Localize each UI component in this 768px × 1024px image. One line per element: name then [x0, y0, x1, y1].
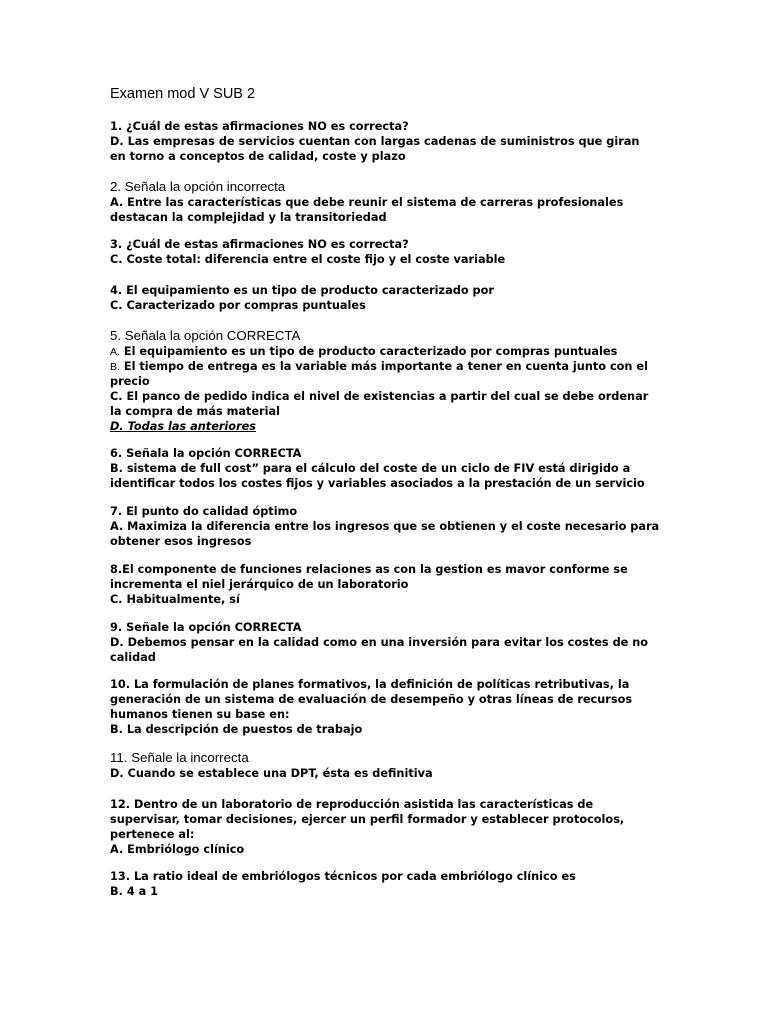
question-text: generación de un sistema de evaluación de desempeño y otras líneas de recursos: [110, 693, 633, 706]
question-text: 2. Señala la opción incorrecta: [110, 179, 286, 194]
answer-text: A. Embriólogo clínico: [110, 843, 245, 856]
answer-text: A. Entre las características que debe reunir el sistema de carreras profesionales: [110, 196, 624, 209]
answer-text: D. Las empresas de servicios cuentan con largas cadenas de suministros que giran: [110, 135, 640, 148]
question-4: [110, 283, 670, 313]
answer-text: destacan la complejidad y la transitoriedad: [110, 211, 387, 224]
question-text: supervisar, tomar decisiones, ejercer un perfil formador y establecer protocolos,: [110, 813, 625, 826]
option-prefix: A.: [110, 346, 120, 358]
question-text: 1. ¿Cuál de estas afirmaciones NO es correcta?: [110, 120, 409, 133]
option-text: El tiempo de entrega es la variable más importante a tener en cuenta junto con el: [119, 360, 648, 373]
question-text: 13. La ratio ideal de embriólogos técnicos por cada embriólogo clínico es: [110, 870, 576, 883]
answer-text: D. Cuando se establece una DPT, ésta es definitiva: [110, 767, 433, 780]
answer-text: C. Coste total: diferencia entre el coste fijo y el coste variable: [110, 253, 506, 266]
option-a: [110, 344, 670, 359]
answer-text: B. La descripción de puestos de trabajo: [110, 723, 363, 736]
question-text: 11. Señale la incorrecta: [110, 750, 249, 765]
answer-text: C. Caracterizado por compras puntuales: [110, 299, 366, 312]
option-b: [110, 359, 670, 374]
question-11: [110, 750, 670, 781]
answer-text: calidad: [110, 651, 156, 664]
answer-text: D. Debemos pensar en la calidad como en una inversión para evitar los costes de no: [110, 636, 649, 649]
question-7: [110, 504, 670, 549]
question-2: [110, 179, 670, 225]
option-text: El equipamiento es un tipo de producto caracterizado por compras puntuales: [119, 345, 618, 358]
question-13: [110, 869, 670, 899]
answer-text: en torno a conceptos de calidad, coste y plazo: [110, 150, 406, 163]
question-12: [110, 797, 670, 857]
question-10: [110, 677, 670, 737]
answer-text: B. sistema de full cost” para el cálculo del coste de un ciclo de FIV está dirigido a: [110, 462, 631, 475]
option-d-answer: D. Todas las anteriores: [110, 420, 257, 433]
answer-text: obtener esos ingresos: [110, 535, 252, 548]
question-text: 8.El componente de funciones relaciones as con la gestion es mavor conforme se: [110, 563, 628, 576]
option-b-continued: precio: [110, 375, 150, 388]
question-5: [110, 328, 670, 434]
document-title: Examen mod V SUB 2: [110, 86, 256, 102]
question-3: [110, 237, 670, 267]
question-text: 3. ¿Cuál de estas afirmaciones NO es correcta?: [110, 238, 409, 251]
question-text: humanos tienen su base en:: [110, 708, 290, 721]
option-prefix: B.: [110, 361, 120, 373]
question-text: pertenece al:: [110, 828, 195, 841]
question-text: 12. Dentro de un laboratorio de reproducción asistida las características de: [110, 798, 594, 811]
question-1: [110, 119, 670, 164]
option-c: C. El panco de pedido indica el nivel de existencias a partir del cual se debe ordenar: [110, 390, 649, 403]
answer-text: B. 4 a 1: [110, 885, 159, 898]
question-text: 10. La formulación de planes formativos, la definición de políticas retributivas, la: [110, 678, 630, 691]
question-8: [110, 562, 670, 607]
question-6: [110, 446, 670, 491]
question-text: 9. Señale la opción CORRECTA: [110, 621, 302, 634]
question-9: [110, 620, 670, 665]
question-text: 5. Señala la opción CORRECTA: [110, 328, 301, 343]
answer-text: A. Maximiza la diferencia entre los ingresos que se obtienen y el coste necesario para: [110, 520, 660, 533]
question-text: 7. El punto do calidad óptimo: [110, 505, 298, 518]
question-text: 6. Señala la opción CORRECTA: [110, 447, 302, 460]
answer-text: identificar todos los costes fijos y variables asociados a la prestación de un servicio: [110, 477, 645, 490]
question-text: incrementa el niel jerárquico de un laboratorio: [110, 578, 409, 591]
answer-text: C. Habitualmente, sí: [110, 593, 240, 606]
question-text: 4. El equipamiento es un tipo de producto caracterizado por: [110, 284, 494, 297]
option-c-continued: la compra de más material: [110, 405, 280, 418]
